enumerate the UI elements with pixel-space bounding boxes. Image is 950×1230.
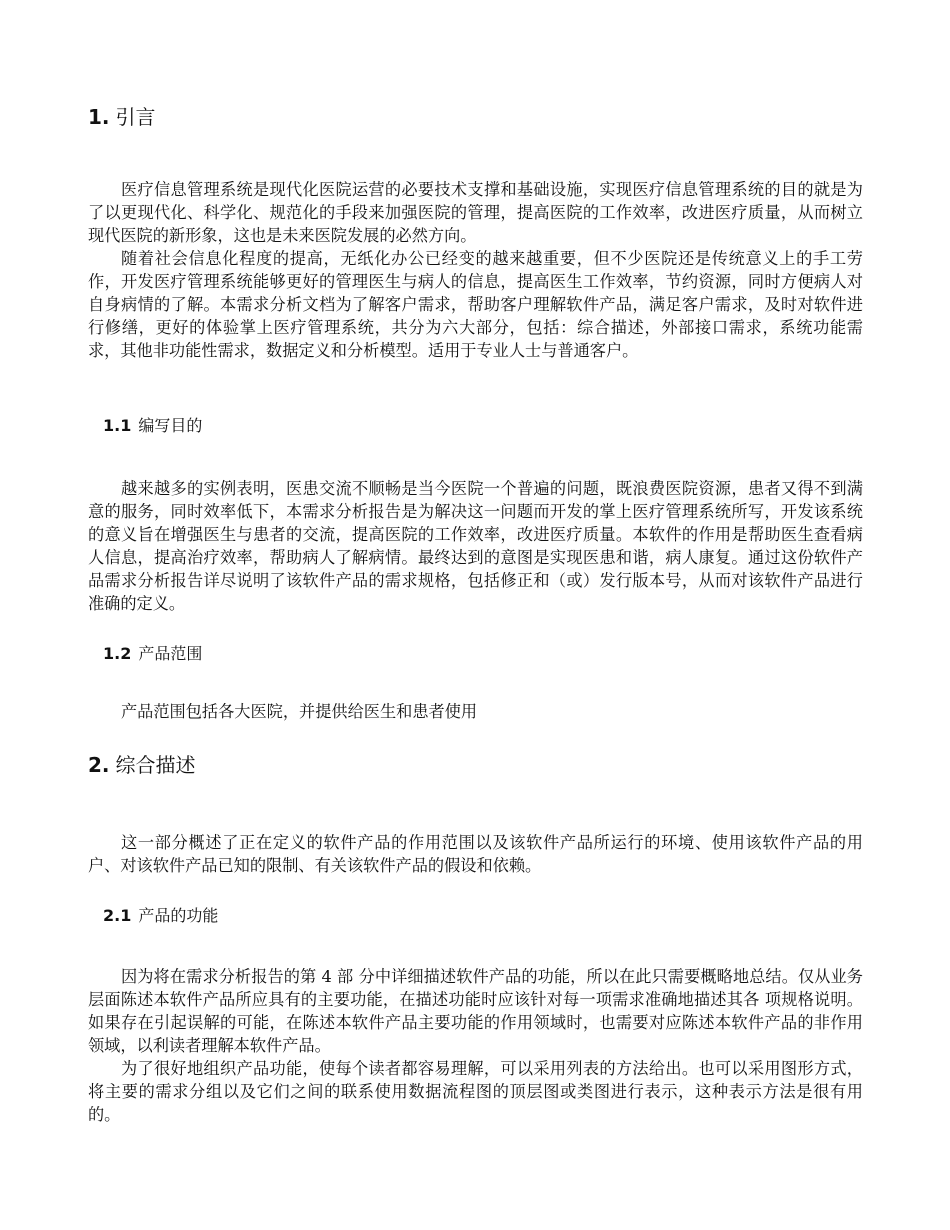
section-title: 引言: [115, 105, 156, 129]
section-1-paragraph-1: 医疗信息管理系统是现代化医院运营的必要技术支撑和基础设施，实现医疗信息管理系统的目的就是为了以更现代化、科学化、规范化的手段来加强医院的管理，提高医院的工作效率，改进医疗质量，从而树立现代医院的新形象，这也是未来医院发展的必然方向。: [88, 180, 863, 245]
section-2-heading: [88, 753, 196, 777]
subsection-number: 1.2: [103, 644, 132, 663]
section-1-heading: [88, 105, 156, 129]
subsection-title: 产品范围: [138, 644, 203, 663]
subsection-title: 编写目的: [138, 416, 203, 435]
subsection-1-1-paragraph: 越来越多的实例表明，医患交流不顺畅是当今医院一个普遍的问题，既浪费医院资源，患者又得不到满意的服务，同时效率低下，本需求分析报告是为解决这一问题而开发的掌上医疗管理系统所写，开发该系统的意义旨在增强医生与患者的交流，提高医院的工作效率，改进医疗质量。本软件的作用是帮助医生查看病人信息，提高治疗效率，帮助病人了解病情。最终达到的意图是实现医患和谐，病人康复。通过这份软件产品需求分析报告详尽说明了该软件产品的需求规格，包括修正和（或）发行版本号，从而对该软件产品进行准确的定义。: [88, 479, 863, 613]
subsection-2-1-paragraph-1: 因为将在需求分析报告的第 4 部 分中详细描述软件产品的功能，所以在此只需要概略地总结。仅从业务层面陈述本软件产品所应具有的主要功能，在描述功能时应该针对每一项需求准确地描述其各 项规格说明。如果存在引起误解的可能，在陈述本软件产品主要功能的作用领域时，也需要对应陈述本软件产品的非作用领域，以利读者理解本软件产品。: [88, 967, 863, 1055]
section-1-paragraph-2: 随着社会信息化程度的提高，无纸化办公已经变的越来越重要，但不少医院还是传统意义上的手工劳作，开发医疗管理系统能够更好的管理医生与病人的信息，提高医生工作效率，节约资源，同时方便病人对自身病情的了解。本需求分析文档为了解客户需求，帮助客户理解软件产品，满足客户需求，及时对软件进行修缮，更好的体验掌上医疗管理系统，共分为六大部分，包括：综合描述，外部接口需求，系统功能需求，其他非功能性需求，数据定义和分析模型。适用于专业人士与普通客户。: [88, 249, 863, 360]
section-number: 1.: [88, 105, 110, 129]
section-title: 综合描述: [115, 753, 196, 777]
subsection-2-1-paragraph-2: 为了很好地组织产品功能，使每个读者都容易理解，可以采用列表的方法给出。也可以采用图形方式，将主要的需求分组以及它们之间的联系使用数据流程图的顶层图或类图进行表示，这种表示方法是很有用的。: [88, 1059, 863, 1124]
subsection-number: 1.1: [103, 416, 132, 435]
subsection-title: 产品的功能: [138, 906, 219, 925]
subsection-number: 2.1: [103, 906, 132, 925]
section-2-paragraph: 这一部分概述了正在定义的软件产品的作用范围以及该软件产品所运行的环境、使用该软件产品的用户、对该软件产品已知的限制、有关该软件产品的假设和依赖。: [88, 833, 863, 875]
section-number: 2.: [88, 753, 110, 777]
subsection-1-1-heading: [103, 416, 202, 436]
subsection-1-2-paragraph: 产品范围包括各大医院，并提供给医生和患者使用: [121, 702, 478, 721]
subsection-2-1-heading: [103, 906, 218, 926]
subsection-1-2-heading: [103, 644, 202, 664]
